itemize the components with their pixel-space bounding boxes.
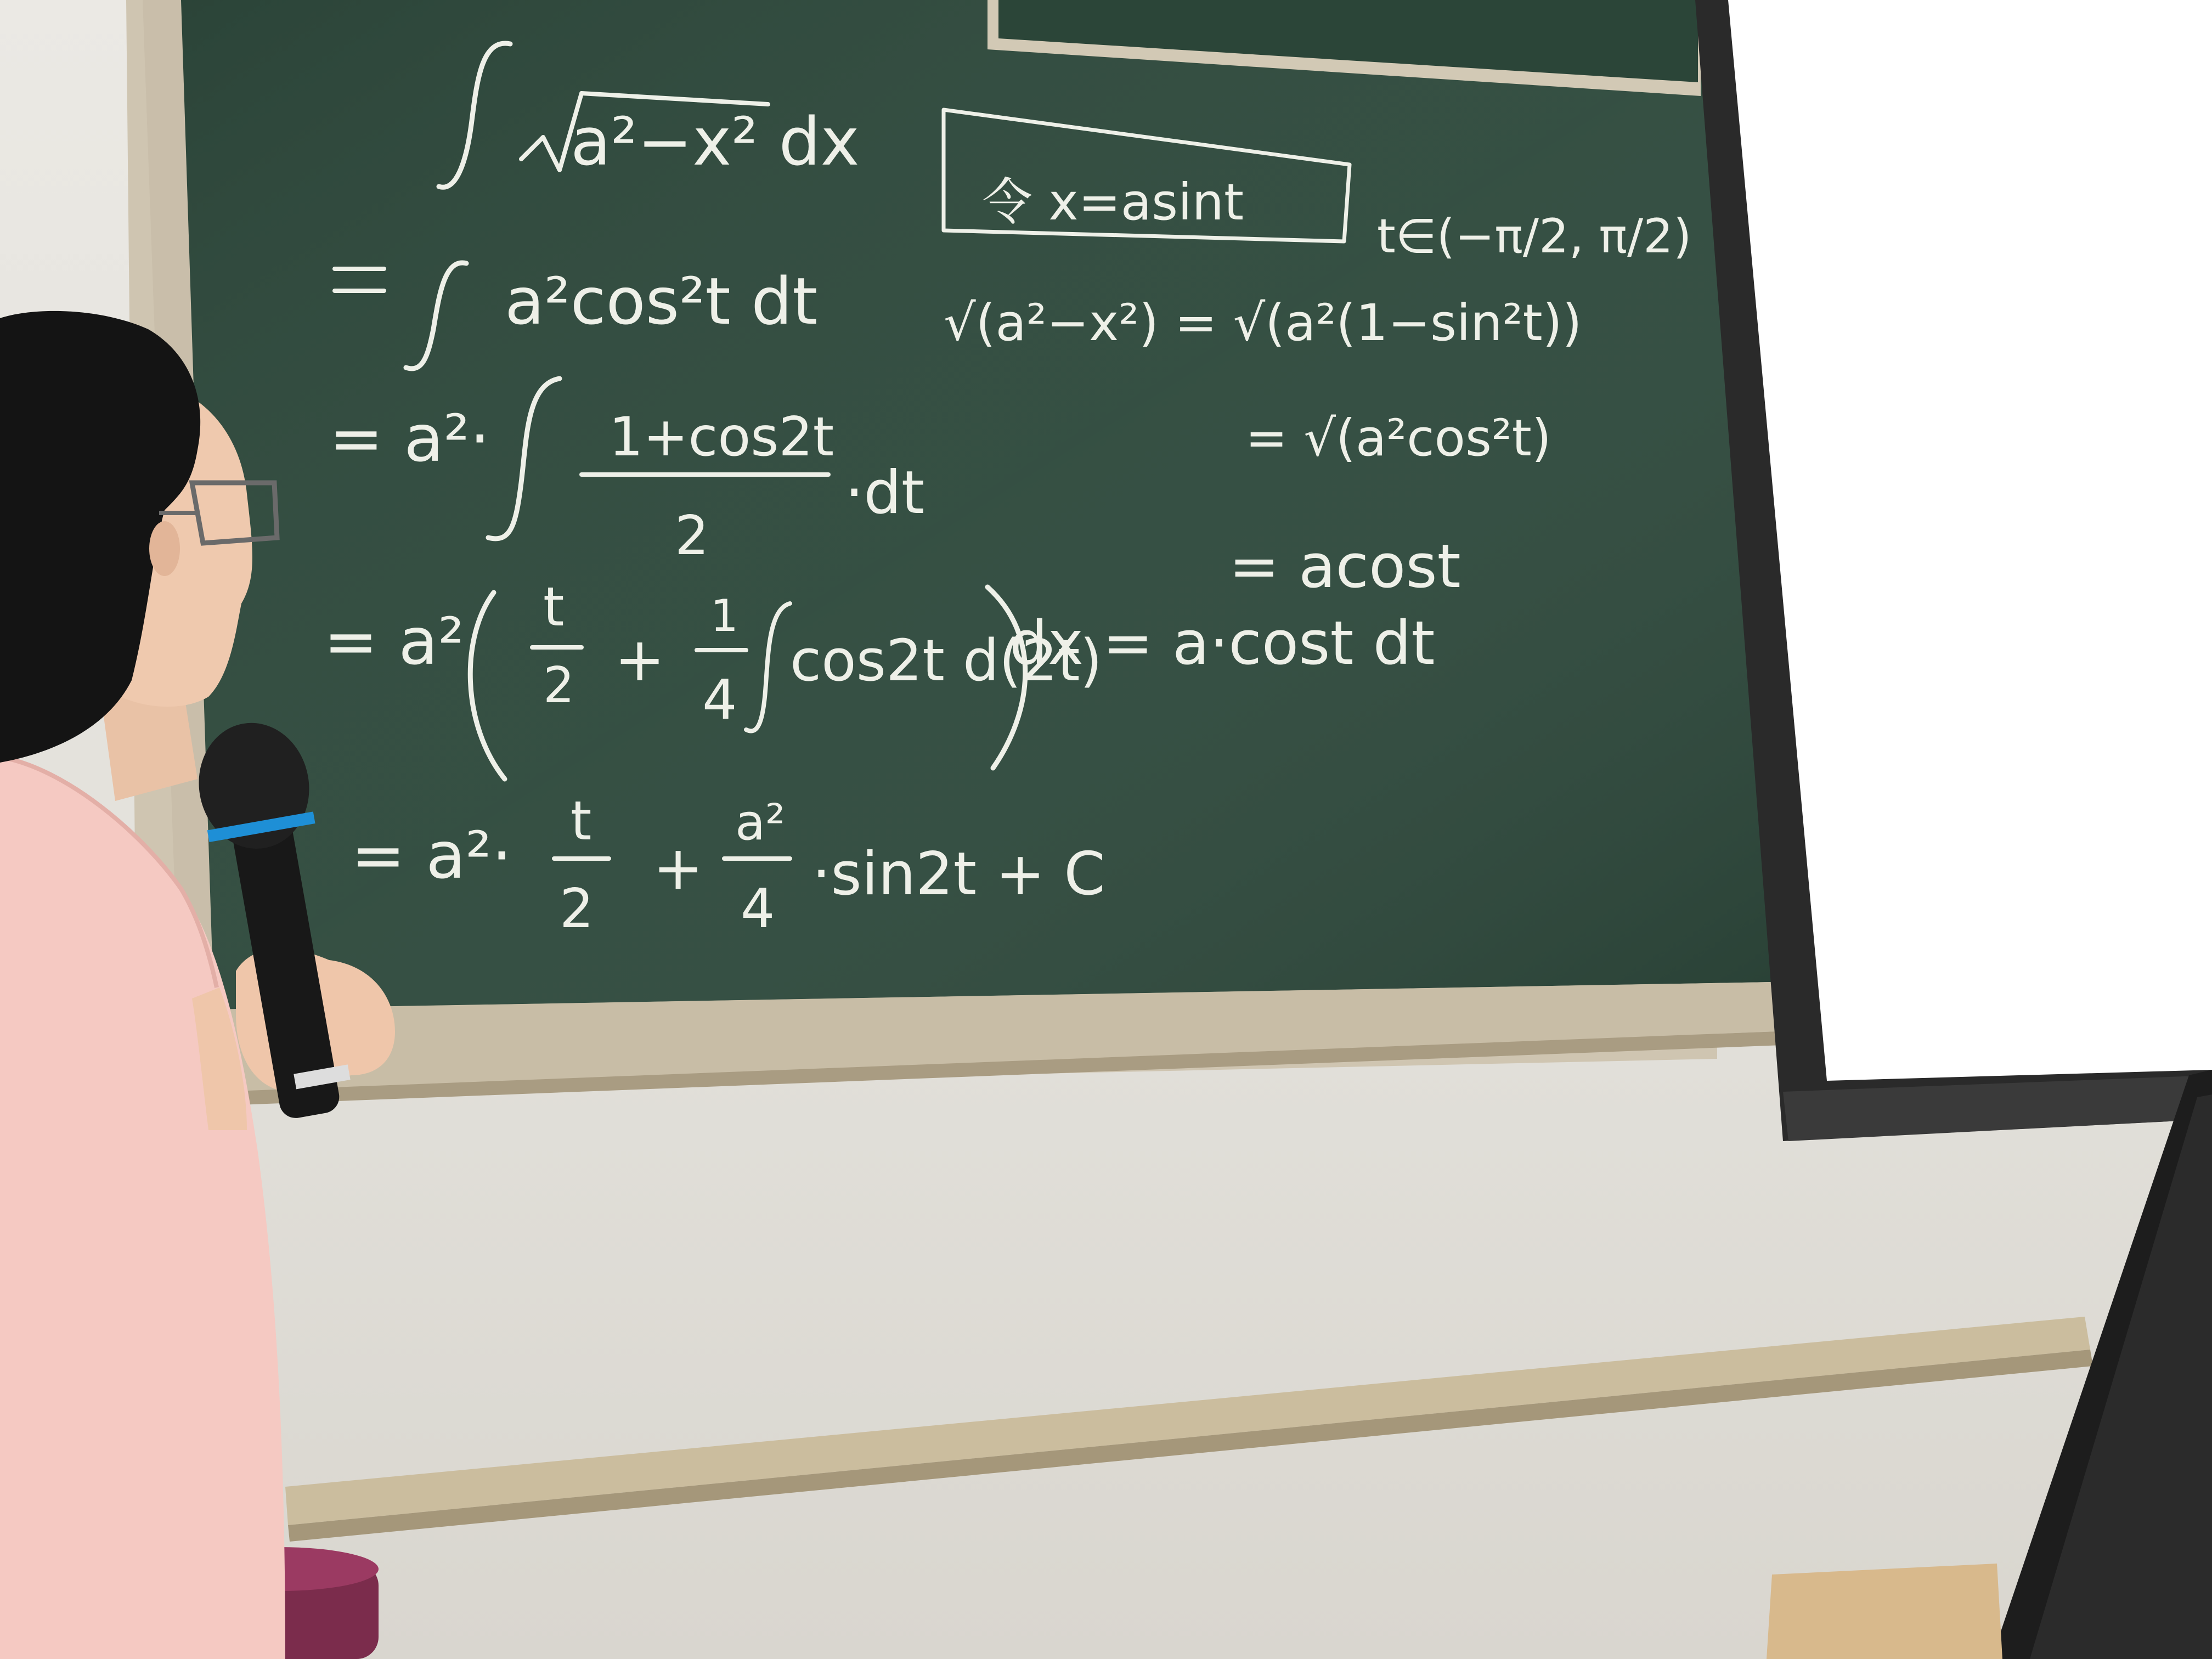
line5-prefix: = a²· bbox=[351, 817, 512, 893]
line4-t: t bbox=[543, 576, 565, 639]
line4-1: 1 bbox=[710, 590, 738, 641]
line5-plus: + bbox=[653, 833, 704, 903]
sqrt-expand: √(a²−x²) = √(a²(1−sin²t)) bbox=[944, 294, 1582, 352]
line3-num: 1+cos2t bbox=[609, 406, 834, 469]
line4-cos: cos2t d(2t) bbox=[790, 627, 1103, 694]
projector-screen bbox=[1695, 0, 2212, 1141]
line5-a2: a² bbox=[735, 794, 786, 851]
desk bbox=[1767, 1564, 2002, 1659]
line4-prefix: = a² bbox=[324, 603, 464, 679]
line4-4: 4 bbox=[702, 668, 737, 732]
line1-text: a²−x² dx bbox=[571, 104, 860, 180]
line4-2: 2 bbox=[543, 657, 575, 714]
line4-plus: + bbox=[614, 624, 665, 695]
line5-tail: ·sin2t + C bbox=[812, 840, 1105, 909]
line5-2: 2 bbox=[560, 878, 594, 940]
boxed-sub: 令 x=asint bbox=[982, 173, 1244, 232]
acos-note: = acost bbox=[1229, 531, 1461, 601]
line5-4: 4 bbox=[741, 878, 775, 940]
line3-prefix: = a²· bbox=[329, 400, 490, 476]
wall-rail bbox=[285, 1317, 2093, 1542]
dx-note: dx = a·cost dt bbox=[1009, 608, 1435, 678]
line3-dt: ·dt bbox=[845, 459, 925, 527]
line5-t: t bbox=[571, 790, 592, 853]
interval-note: t∈(−π/2, π/2) bbox=[1377, 209, 1692, 264]
line3-den: 2 bbox=[675, 505, 709, 567]
line2-text: a²cos²t dt bbox=[505, 263, 818, 339]
sqrt-cos: = √(a²cos²t) bbox=[1245, 409, 1551, 467]
